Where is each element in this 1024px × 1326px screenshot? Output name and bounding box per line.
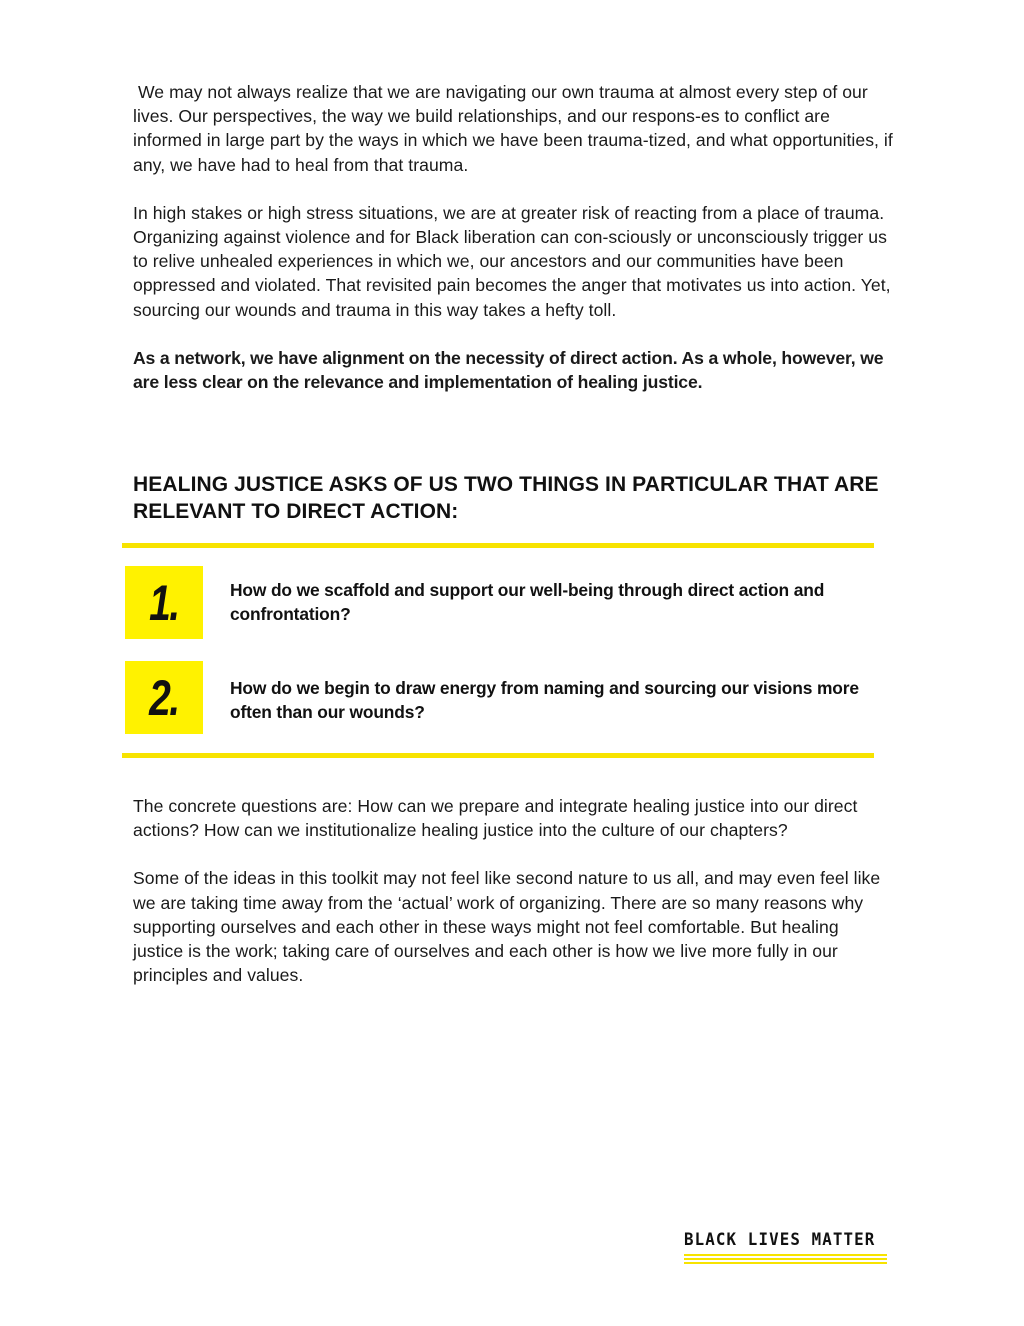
section-heading: HEALING JUSTICE ASKS OF US TWO THINGS IN PARTICULAR THAT ARE RELEVANT TO DIRECT ACTION:	[133, 473, 879, 523]
yellow-divider-bottom	[122, 753, 874, 758]
question-1: How do we scaffold and support our well-being through direct action and confrontation?	[230, 580, 825, 624]
bold-statement: As a network, we have alignment on the necessity of direct action. As a whole, however, we are less clear on the relevance and implementation of healing justice.	[133, 347, 884, 393]
intro-paragraph-2: In high stakes or high stress situations, we are at greater risk of reacting from a place of trauma. Organizing against violence and for Black liberation can con-sciously or unconsciously trigger us to relive unhealed experiences in which we, our ancestors and our communities have been oppressed and violated. That revisited pain becomes the anger that motivates us into action. Yet, sourcing our wounds and trauma in this way takes a hefty toll.	[133, 202, 891, 320]
question-2: How do we begin to draw energy from naming and sourcing our visions more often than our wounds?	[230, 678, 859, 722]
logo-underlines	[684, 1254, 887, 1264]
black-lives-matter-logo	[684, 1230, 887, 1266]
closing-paragraph-1: The concrete questions are: How can we prepare and integrate healing justice into our direct actions? How can we institutionalize healing justice into the culture of our chapters?	[133, 796, 858, 841]
intro-section	[133, 80, 898, 418]
logo-text: BLACK LIVES MATTER	[684, 1230, 876, 1250]
closing-section	[133, 794, 893, 1011]
number-badge-1	[125, 566, 203, 639]
yellow-divider-top	[122, 543, 874, 548]
number-label-1: 1.	[149, 574, 179, 631]
number-label-2: 2.	[149, 669, 179, 726]
closing-paragraph-2: Some of the ideas in this toolkit may not feel like second nature to us all, and may even feel like we are taking time away from the ‘actual’ work of organizing. There are so many reasons why supporting ourselves and each other in these ways might not feel comfortable. But healing justice is the work; taking care of ourselves and each other is how we live more fully in our principles and values.	[133, 868, 881, 986]
intro-paragraph-1: We may not always realize that we are navigating our own trauma at almost every step of our lives. Our perspectives, the way we build relationships, and our respons-es to conflict are informed in large part by the ways in which we have been trauma-tized, and what opportunities, if any, we have had to heal from that trauma.	[133, 82, 898, 175]
number-badge-2	[125, 661, 203, 734]
